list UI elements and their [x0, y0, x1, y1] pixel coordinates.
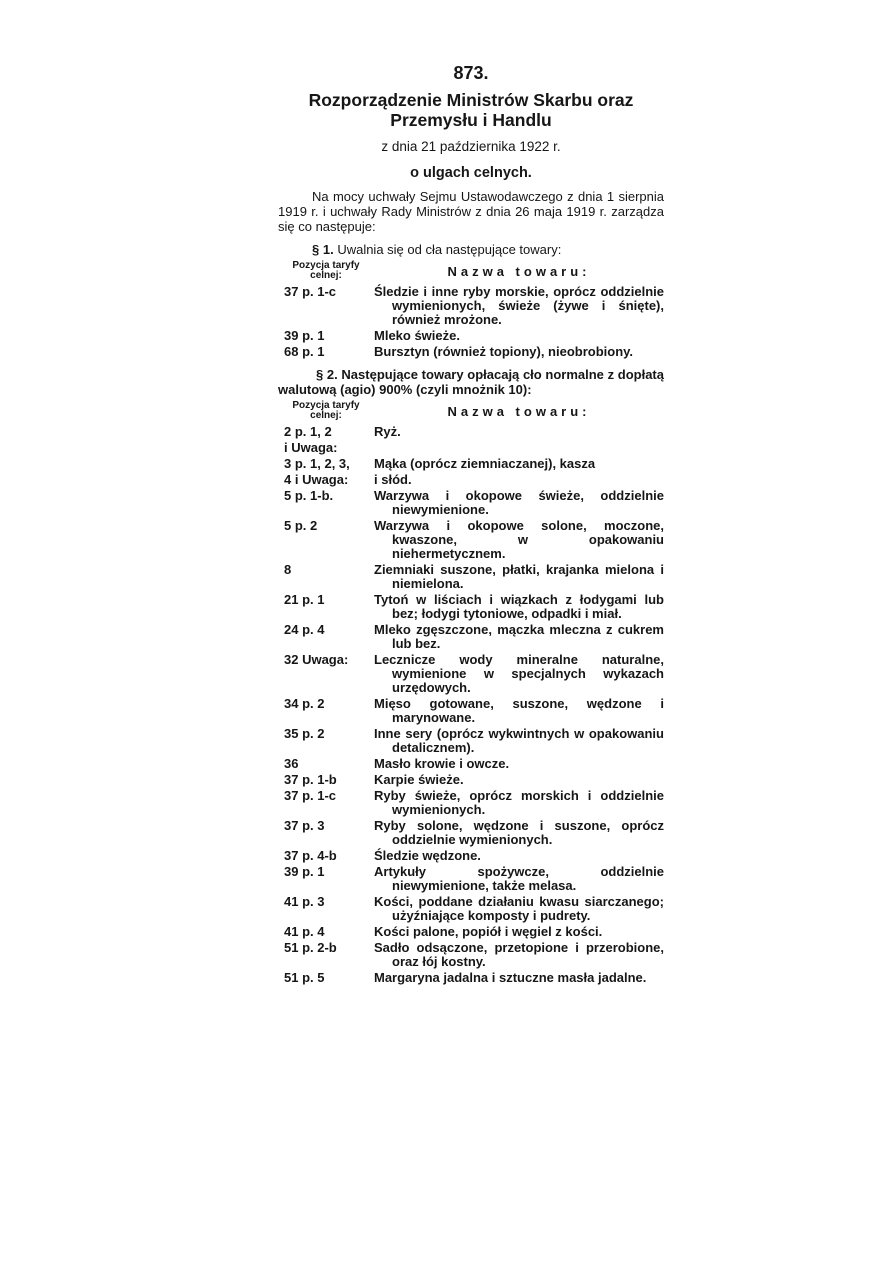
- tariff-position: 39 p. 1: [284, 864, 325, 879]
- section-2-paragraph: [278, 367, 664, 397]
- table-row: [278, 345, 664, 359]
- table-row: [278, 773, 664, 787]
- table-row: [278, 757, 664, 771]
- goods-name: Ziemniaki suszone, płatki, krajanka mielona i niemielona.: [374, 562, 664, 591]
- goods-name: Warzywa i okopowe świeże, oddzielnie niewymienione.: [374, 488, 664, 517]
- section-1-text: Uwalnia się od cła następujące towary:: [337, 242, 562, 257]
- title-line-1: Rozporządzenie Ministrów Skarbu oraz: [308, 90, 634, 110]
- goods-name: Tytoń w liściach i wiązkach z łodygami lub bez; łodygi tytoniowe, odpadki i miał.: [374, 592, 664, 621]
- tariff-position: 35 p. 2: [284, 726, 325, 741]
- tariff-position: i Uwaga:: [284, 440, 338, 455]
- ordinance-title: [278, 90, 664, 130]
- name-column-header: Nazwa towaru:: [447, 403, 591, 419]
- goods-name: Karpie świeże.: [374, 772, 464, 787]
- goods-name: Masło krowie i owcze.: [374, 756, 510, 771]
- table-row: [278, 789, 664, 817]
- ordinance-number: 873.: [453, 63, 489, 83]
- position-column-header: Pozycja taryfy celnej:: [292, 400, 360, 421]
- table-row: [278, 441, 664, 455]
- section-1-heading: [278, 242, 664, 257]
- goods-name: Ryż.: [374, 424, 401, 439]
- tariff-position: 41 p. 4: [284, 924, 325, 939]
- name-column-header: Nazwa towaru:: [447, 263, 591, 279]
- tariff-position: 34 p. 2: [284, 696, 325, 711]
- goods-name: Mąka (oprócz ziemniaczanej), kasza: [374, 456, 596, 471]
- tariff-position: 24 p. 4: [284, 622, 325, 637]
- tariff-position: 21 p. 1: [284, 592, 325, 607]
- table-row: [278, 623, 664, 651]
- goods-name: Kości palone, popiół i węgiel z kości.: [374, 924, 603, 939]
- table-row: [278, 819, 664, 847]
- tariff-position: 41 p. 3: [284, 894, 325, 909]
- goods-name: Bursztyn (również topiony), nieobrobiony.: [374, 344, 634, 359]
- goods-name: [374, 441, 664, 455]
- tariff-position: 32 Uwaga:: [284, 652, 349, 667]
- tariff-position: 37 p. 1-c: [284, 284, 337, 299]
- table-row: [278, 653, 664, 695]
- goods-name: Mięso gotowane, suszone, wędzone i marynowane.: [374, 696, 664, 725]
- table-row: [278, 285, 664, 327]
- table-row: [278, 519, 664, 561]
- tariff-position: 51 p. 2-b: [284, 940, 337, 955]
- goods-name: Śledzie wędzone.: [374, 848, 481, 863]
- table-row: [278, 473, 664, 487]
- table-row: [278, 593, 664, 621]
- table-row: [278, 941, 664, 969]
- tariff-position: 5 p. 1-b.: [284, 488, 334, 503]
- tariff-position: 2 p. 1, 2: [284, 424, 332, 439]
- goods-name: i słód.: [374, 472, 412, 487]
- tariff-position: 37 p. 1-c: [284, 788, 337, 803]
- section-2-text: Następujące towary opłacają cło normalne z dopłatą walutową (agio) 900% (czyli mnożnik 10):: [278, 367, 664, 397]
- table-row: [278, 329, 664, 343]
- section-1-column-headers: [278, 261, 664, 281]
- tariff-position: 36: [284, 756, 299, 771]
- section-2-column-headers: [278, 401, 664, 421]
- ordinance-date: z dnia 21 października 1922 r.: [381, 139, 561, 154]
- goods-name: Warzywa i okopowe solone, moczone, kwaszone, w opakowaniu niehermetycznem.: [374, 518, 664, 561]
- tariff-position: 4 i Uwaga:: [284, 472, 349, 487]
- tariff-position: 8: [284, 562, 292, 577]
- table-row: [278, 895, 664, 923]
- tariff-position: 5 p. 2: [284, 518, 318, 533]
- ordinance-subject: o ulgach celnych.: [410, 165, 532, 181]
- tariff-position: 3 p. 1, 2, 3,: [284, 456, 350, 471]
- goods-name: Sadło odsączone, przetopione i przerobione, oraz łój kostny.: [374, 940, 664, 969]
- preamble: Na mocy uchwały Sejmu Ustawodawczego z dnia 1 sierpnia 1919 r. i uchwały Rady Ministrów z dnia 26 maja 1919 r. zarządza się co następuje:: [278, 189, 664, 234]
- section-1-mark: § 1.: [312, 242, 334, 257]
- table-row: [278, 489, 664, 517]
- document-page: [278, 62, 664, 987]
- table-row: [278, 563, 664, 591]
- title-line-2: Przemysłu i Handlu: [390, 110, 552, 130]
- section-2-mark: § 2.: [316, 367, 338, 382]
- section-2-heading: [278, 367, 664, 397]
- table-row: [278, 925, 664, 939]
- table-row: [278, 971, 664, 985]
- goods-name: Artykuły spożywcze, oddzielnie niewymienione, także melasa.: [374, 864, 664, 893]
- tariff-position: 37 p. 3: [284, 818, 325, 833]
- goods-name: Inne sery (oprócz wykwintnych w opakowaniu detalicznem).: [374, 726, 664, 755]
- goods-name: Śledzie i inne ryby morskie, oprócz oddzielnie wymienionych, świeże (żywe i śnięte), również mrożone.: [374, 284, 664, 327]
- section-1-table: [278, 285, 664, 359]
- tariff-position: 37 p. 4-b: [284, 848, 337, 863]
- goods-name: Ryby świeże, oprócz morskich i oddzielnie wymienionych.: [374, 788, 664, 817]
- table-row: [278, 727, 664, 755]
- tariff-position: 39 p. 1: [284, 328, 325, 343]
- goods-name: Ryby solone, wędzone i suszone, oprócz oddzielnie wymienionych.: [374, 818, 664, 847]
- tariff-position: 68 p. 1: [284, 344, 325, 359]
- tariff-position: 37 p. 1-b: [284, 772, 337, 787]
- table-row: [278, 865, 664, 893]
- goods-name: Kości, poddane działaniu kwasu siarczanego; użyźniające komposty i pudrety.: [374, 894, 664, 923]
- goods-name: Mleko zgęszczone, mączka mleczna z cukrem lub bez.: [374, 622, 664, 651]
- section-2-table: [278, 425, 664, 985]
- goods-name: Lecznicze wody mineralne naturalne, wymienione w specjalnych wykazach urzędowych.: [374, 652, 664, 695]
- table-row: [278, 457, 664, 471]
- goods-name: Margaryna jadalna i sztuczne masła jadalne.: [374, 970, 647, 985]
- table-row: [278, 425, 664, 439]
- goods-name: Mleko świeże.: [374, 328, 460, 343]
- position-column-header: Pozycja taryfy celnej:: [292, 260, 360, 281]
- table-row: [278, 697, 664, 725]
- tariff-position: 51 p. 5: [284, 970, 325, 985]
- table-row: [278, 849, 664, 863]
